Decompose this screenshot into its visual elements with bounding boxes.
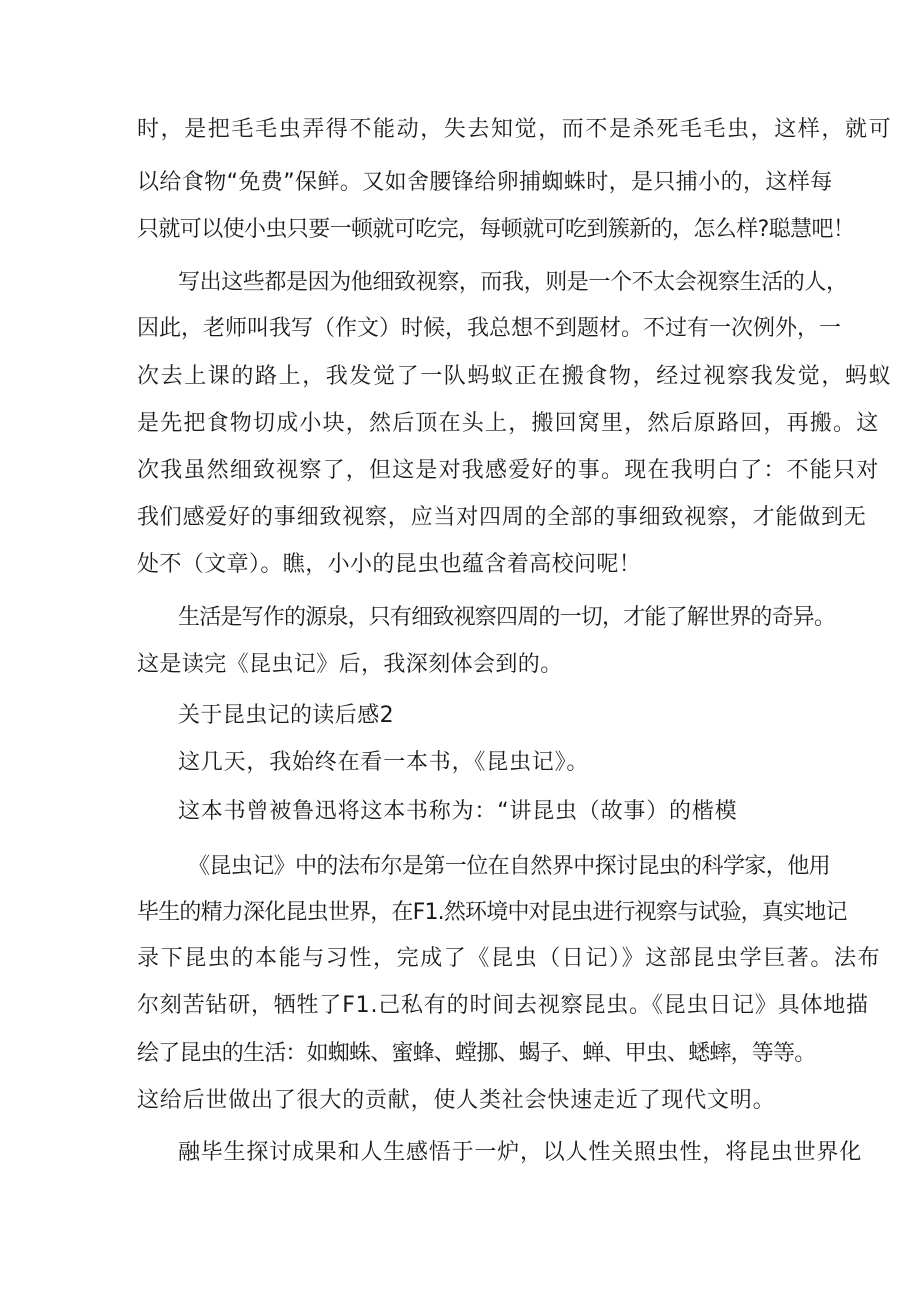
- paragraph-start-line: 《昆虫记》中的法布尔是第一位在自然界中探讨昆虫的科学家，他用: [188, 854, 831, 879]
- text-line: 次去上课的路上，我发觉了一队蚂蚁正在搬食物，经过视察我发觉，蚂蚁: [137, 364, 893, 389]
- paragraph-start-line: 生活是写作的源泉，只有细致视察四周的一切，才能了解世界的奇异。: [178, 605, 836, 630]
- paragraph-start-line: 写出这些都是因为他细致视察，而我，则是一个不太会视察生活的人，: [178, 270, 848, 295]
- text-line: 时，是把毛毛虫弄得不能动，失去知觉，而不是杀死毛毛虫，这样，就可: [137, 117, 893, 142]
- text-line: 以给食物“免费”保鲜。又如舍腰锋给卵捕蜘蛛时，是只捕小的，这样每: [137, 170, 833, 195]
- text-line: 我们感爱好的事细致视察，应当对四周的全部的事细致视察，才能做到无: [137, 505, 867, 530]
- text-line: 是先把食物切成小块，然后顶在头上，搬回窝里，然后原路回，再搬。这: [137, 411, 880, 436]
- text-line: 绘了昆虫的生活：如蜘蛛、蜜蜂、螳挪、蝎子、蝉、甲虫、蟋蟀，等等。: [137, 1041, 816, 1066]
- text-line: 处不（文章）。瞧，小小的昆虫也蕴含着高校问呢！: [137, 552, 642, 577]
- text-line: 因此，老师叫我写（作文）时候，我总想不到题材。不过有一次例外，一: [137, 316, 842, 341]
- text-line: 次我虽然细致视察了，但这是对我感爱好的事。现在我明白了：不能只对: [137, 458, 880, 483]
- paragraph-start-line: 这几天，我始终在看一本书，《昆虫记》。: [178, 750, 590, 775]
- section-heading: 关于昆虫记的读后感2: [178, 703, 394, 728]
- paragraph-start-line: 融毕生探讨成果和人生感悟于一炉，以人性关照虫性，将昆虫世界化: [178, 1140, 863, 1165]
- text-line: 这是读完《昆虫记》后，我深刻体会到的。: [137, 652, 563, 677]
- text-line: 录下昆虫的本能与习性，完成了《昆虫（日记）》这部昆虫学巨著。法布: [137, 946, 882, 971]
- text-line: 这给后世做出了很大的贡献，使人类社会快速走近了现代文明。: [137, 1088, 776, 1113]
- text-line: 只就可以使小虫只要一顿就可吃完，每顿就可吃到簇新的，怎么样?聪慧吧！: [137, 217, 855, 242]
- text-line: 尔刻苦钻研，牺牲了F1.己私有的时间去视察昆虫。《昆虫日记》具体地描: [137, 993, 869, 1018]
- text-line: 毕生的精力深化昆虫世界，在F1.然环境中对昆虫进行视察与试验，真实地记: [137, 900, 847, 925]
- paragraph-start-line: 这本书曾被鲁迅将这本书称为：“讲昆虫（故事）的楷模: [178, 799, 738, 824]
